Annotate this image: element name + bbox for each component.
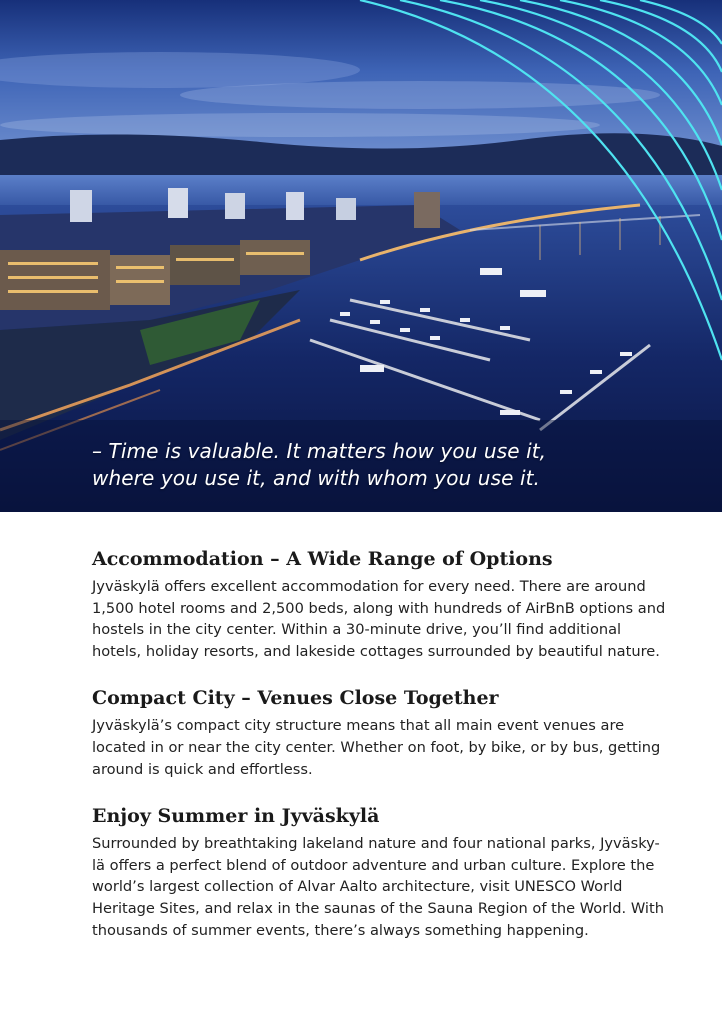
cloud	[180, 81, 660, 109]
section-body: Jyväskylä’s compact city structure means that all main event venues are located in or near the city center. Whether on foot, by bike, or by bus, getting around is quick and effortless.	[92, 717, 661, 778]
cloud	[0, 113, 600, 137]
section-body: Jyväskylä offers excellent accommodation for every need. There are around 1,500 hotel rooms and 2,500 beds, along with hundreds of AirBnB options and hostels in the city center. Within a 30-minute drive, you’ll find additional hotels, holiday resorts, and lakeside cottages surrounded by beautiful nature.	[92, 578, 666, 660]
section-title: Accommodation – A Wide Range of Options	[92, 548, 553, 570]
hero-quote: – Time is valuable. It matters how you use it, where you use it, and with whom you use it.	[92, 439, 547, 490]
section-accommodation	[92, 546, 672, 662]
section-summer	[92, 803, 672, 941]
content-area	[92, 546, 672, 964]
section-compact-city	[92, 685, 672, 780]
section-title: Enjoy Summer in Jyväskylä	[92, 805, 380, 828]
section-body: Surrounded by breathtaking lakeland nature and four national parks, Jyväsky-lä offers a perfect blend of outdoor adventure and urban culture. Explore the world’s largest collection of Alvar Aalto architecture, visit UNESCO World Heritage Sites, and relax in the saunas of the Sauna Region of the World. With thousands of summer events, there’s always something happening.	[92, 835, 664, 939]
section-title: Compact City – Venues Close Together	[92, 687, 499, 710]
